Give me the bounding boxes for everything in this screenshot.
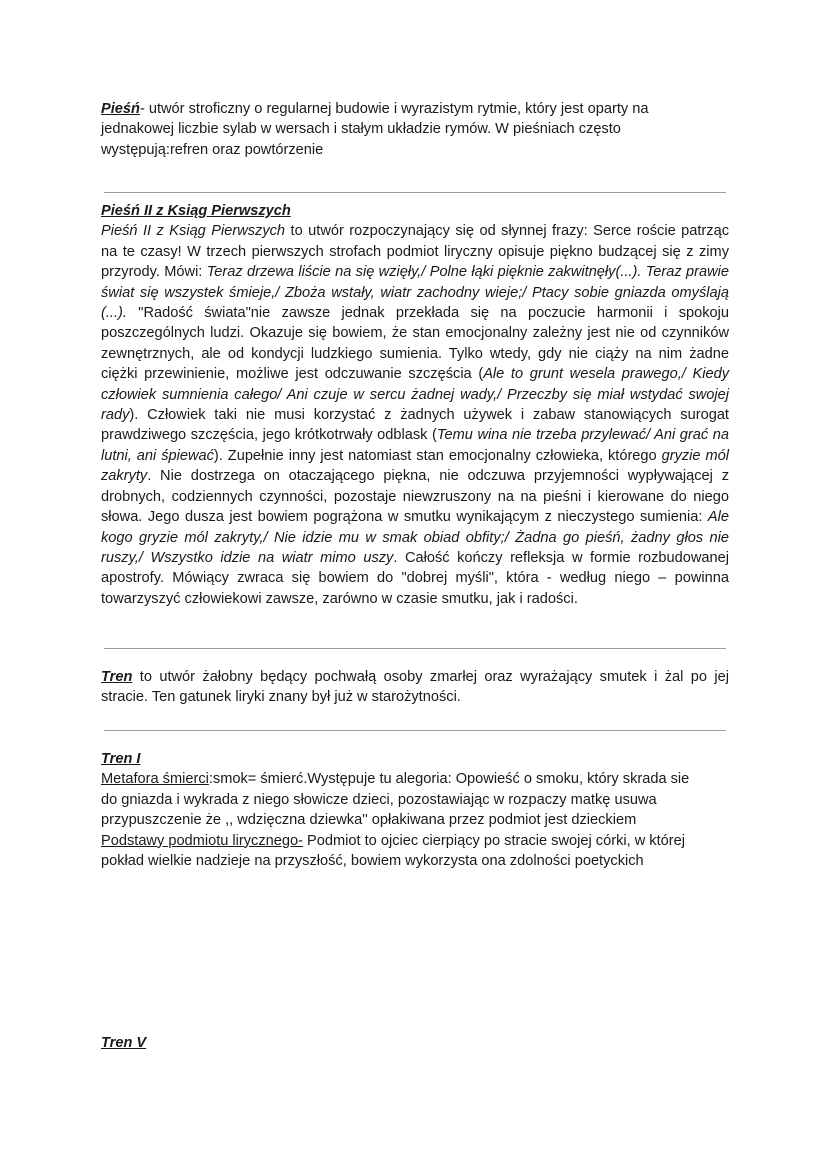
tren1-text: przypuszczenie że ,, wdzięczna dziewka'' opłakiwana przez podmiot jest dzieckiem: [101, 812, 637, 829]
piesn-def-line: - utwór stroficzny o regularnej budowie i wyrazistym rytmie, który jest oparty na: [139, 101, 649, 117]
piesn2-text: ). Zupełnie inny jest natomiast stan emocjonalny człowieka, którego: [213, 447, 662, 464]
piesn2-text: ). Człowiek taki nie musi korzystać z żadnych używek i zabaw stanowiących surogat prawdziwego szczęścia, jego krótkotrwały odblask (: [101, 407, 729, 444]
piesn2-quote: Ale to grunt wesela prawego,/ Kiedy człowiek sumnienia całego/ Ani czuje w sercu żadnej wady,/ Przeczby się miał wstydać swojej rady: [101, 366, 729, 424]
tren-def-text: to utwór żałobny będący pochwałą osoby zmarłej oraz wyrażający smutek i żal po jej stracie. Ten gatunek liryki znany był już w starożytności.: [101, 669, 729, 706]
tren5-title: Tren V: [101, 1035, 147, 1051]
tren1-section: [101, 749, 729, 871]
section-divider: [104, 648, 726, 649]
piesn2-quote: gryzie mól zakryty: [101, 447, 729, 485]
piesn2-quote: Ale kogo gryzie mól zakryty,/ Nie idzie mu w smak obiad obfity;/ Żadna go pieśń, żadny głos nie ruszy,/ Wszystko idzie na wiatr mimo uszy: [101, 509, 729, 566]
tren1-text: pokład wielkie nadzieje na przyszłość, bowiem wykorzysta ona zdolności poetyckich: [101, 853, 644, 870]
piesn2-quote: Teraz drzewa liście na się wzięły,/ Polne łąki pięknie zakwitnęły(...). Teraz prawie świat się wszystek śmieje,/ Zboża wstały, wiatr zachodny wieje;/ Ptacy sobie gniazda omyślają (...).: [101, 264, 729, 322]
tren5-section: [101, 1033, 729, 1053]
piesn-def-line: jednakowej liczbie sylab w wersach i stałym układzie rymów. W pieśniach często: [101, 121, 621, 138]
tren1-title: Tren I: [101, 751, 141, 767]
tren1-text: do gniazda i wykrada z niego słowicze dzieci, pozostawiając w rozpaczy matkę usuwa: [101, 791, 657, 808]
tren1-text: :smok= śmierć.Występuje tu alegoria: Opowieść o smoku, który skrada sie: [208, 771, 690, 788]
piesn-def-line: występują:refren oraz powtórzenie: [101, 141, 324, 158]
metafora-label: Metafora śmierci: [101, 771, 209, 788]
tren-definition: [101, 667, 729, 708]
piesn2-paragraph: [101, 221, 729, 609]
piesn2-text: Pieśń II z Ksiąg Pierwszych: [101, 223, 286, 240]
piesn2-title: Pieśń II z Ksiąg Pierwszych: [101, 203, 291, 219]
podstawy-label: Podstawy podmiotu lirycznego-: [101, 832, 303, 849]
piesn2-text: "Radość świata"nie zawsze jednak przekłada się na poczucie harmonii i spokoju poszczególnych ludzi. Okazuje się bowiem, że stan emocjonalny zależny jest nie od czynników zewnętrznych, ale od kondycji ludzkiego sumienia. Tylko wtedy, gdy nie ciąży na nim żadne ciężki przewinienie, możliwe jest odczuwanie szczęścia (: [101, 305, 729, 383]
piesn-definition: [101, 99, 729, 160]
piesn-term: Pieśń: [101, 101, 140, 117]
piesn2-section: [101, 201, 729, 609]
tren1-text: Podmiot to ojciec cierpiący po stracie swojej córki, w której: [302, 832, 685, 849]
piesn2-text: . Nie dostrzega on otaczającego piękna, nie odczuwa przyjemności wypływającej z drobnych, codziennych czynności, pozostaje niewzruszony na na pieśni i kierowane do niego słowa. Jego dusza jest bowiem pogrążona w smutku wynikającym z nieczystego sumienia:: [101, 468, 729, 526]
section-divider: [104, 730, 726, 731]
piesn2-text: to utwór rozpoczynający się od słynnej frazy: Serce roście patrząc na te czasy! W trzech pierwszych strofach podmiot liryczny opisuje piękno budzącej się z zimy przyrody. Mówi:: [101, 223, 730, 281]
piesn2-text: . Całość kończy refleksja w formie rozbudowanej apostrofy. Mówiący zwraca się bowiem do "dobrej myśli", która - według niego – powinna towarzyszyć człowiekowi zawsze, zarówno w czasie smutku, jak i radości.: [101, 549, 729, 607]
section-divider: [104, 192, 726, 193]
tren-term: Tren: [101, 669, 133, 685]
piesn2-quote: Temu wina nie trzeba przylewać/ Ani grać na lutni, ani śpiewać: [101, 427, 729, 464]
